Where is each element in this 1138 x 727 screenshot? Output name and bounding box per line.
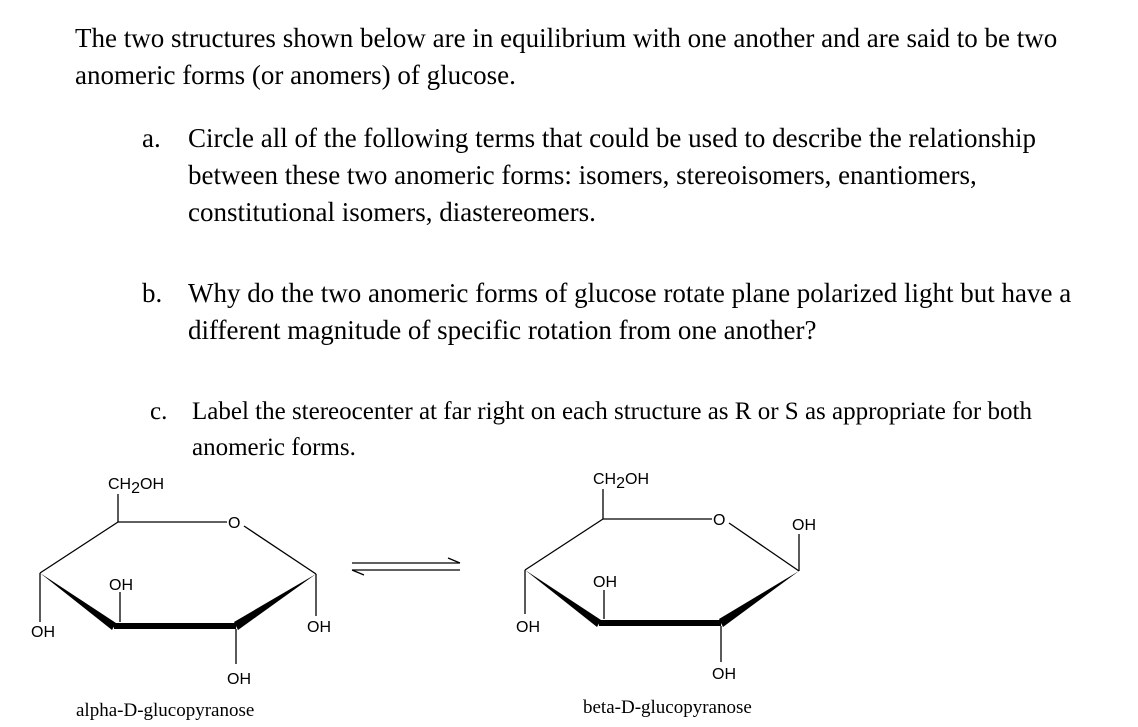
beta-c5-c4-bond <box>525 519 603 570</box>
question-a-text: Circle all of the following terms that could be used to describe the relationship between these two anomeric forms: isomers, stereoisomers, enantiomers, constitutional isomers, diastereomers. <box>188 123 1037 227</box>
alpha-wedge-right <box>234 574 316 630</box>
forward-arrow-head <box>448 558 460 563</box>
beta-oh-c3: OH <box>593 574 617 591</box>
intro-paragraph: The two structures shown below are in equilibrium with one another and are said to be two anomeric forms (or anomers) of glucose. <box>75 23 1058 90</box>
alpha-structure <box>31 476 331 688</box>
question-b-text: Why do the two anomeric forms of glucose rotate plane polarized light but have a different magnitude of specific rotation from one another? <box>188 278 1072 345</box>
question-c-letter: c. <box>150 398 168 425</box>
alpha-o-c1-bond <box>244 526 316 574</box>
alpha-wedge-left <box>40 573 116 630</box>
beta-wedge-right <box>719 571 799 627</box>
beta-caption: beta-D-glucopyranose <box>583 697 752 718</box>
beta-ch2oh-label: CH2OH <box>593 471 650 492</box>
alpha-oh-c3: OH <box>109 577 133 594</box>
alpha-oh-c4: OH <box>31 624 55 641</box>
question-c-text: Label the stereocenter at far right on each structure as R or S as appropriate for both anomeric forms. <box>192 398 1032 461</box>
alpha-oh-c2: OH <box>227 671 251 688</box>
alpha-oh-c1: OH <box>307 619 331 636</box>
alpha-caption: alpha-D-glucopyranose <box>76 700 255 721</box>
beta-o-c1-bond <box>729 523 799 571</box>
alpha-ch2oh-label: CH2OH <box>108 476 165 497</box>
equilibrium-arrows <box>352 558 460 575</box>
question-b-letter: b. <box>142 278 163 308</box>
reverse-arrow-head <box>352 570 364 575</box>
beta-ring-oxygen: O <box>713 512 726 529</box>
alpha-ring-oxygen: O <box>228 515 241 532</box>
beta-oh-c2: OH <box>712 666 736 683</box>
alpha-c5-c4-bond <box>40 522 118 573</box>
beta-structure <box>516 471 816 683</box>
beta-oh-c1: OH <box>792 517 816 534</box>
question-a-letter: a. <box>142 123 161 153</box>
beta-oh-c4: OH <box>516 619 540 636</box>
